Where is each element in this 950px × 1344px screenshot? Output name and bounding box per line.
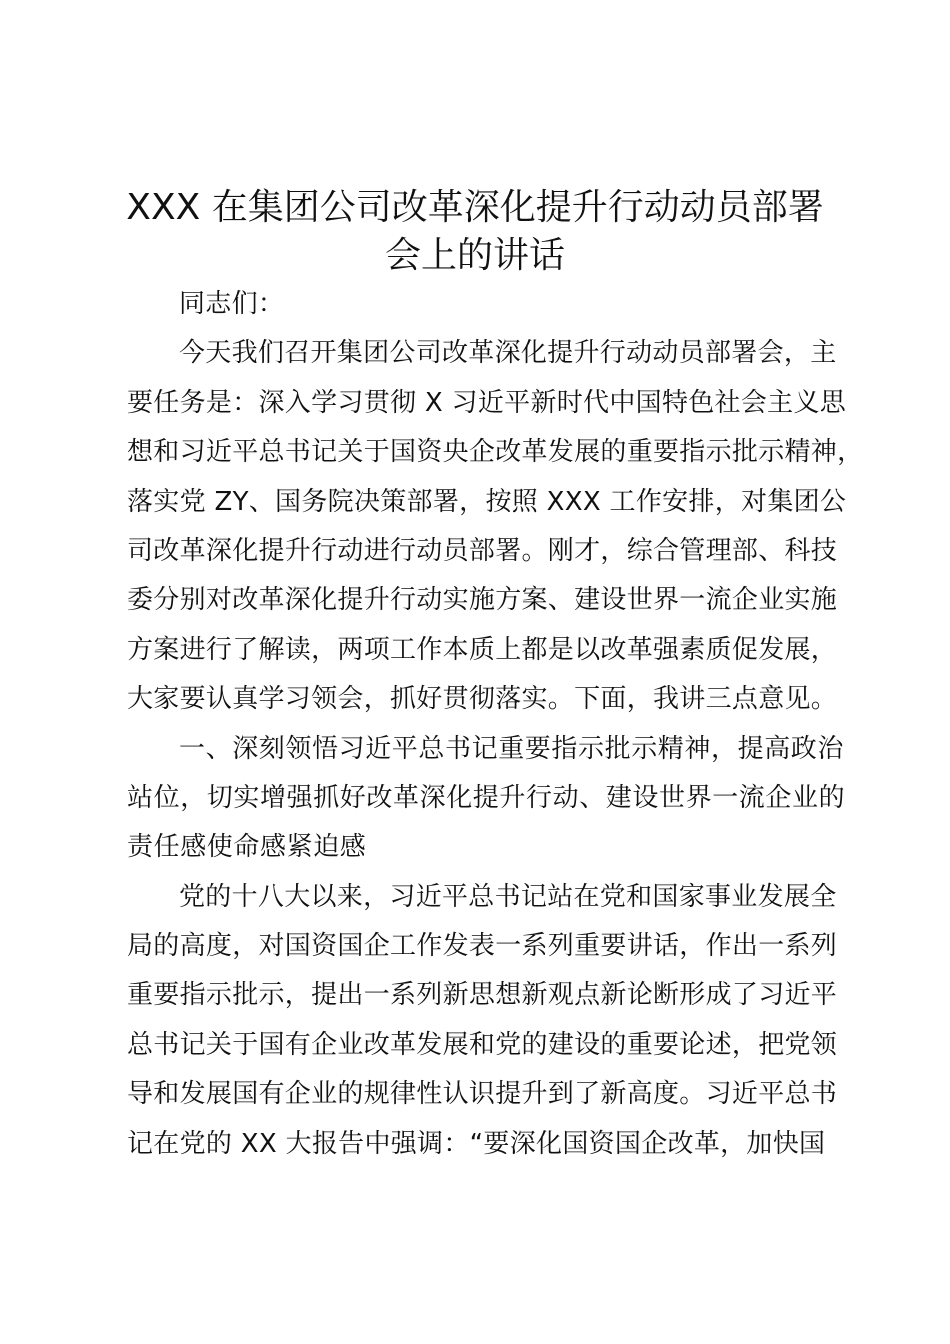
document-body [127,280,864,1169]
paragraph-line: 今天我们召开集团公司改革深化提升行动动员部署会，主 [179,338,837,369]
paragraph-line: 导和发展国有企业的规律性认识提升到了新高度。习近平总书 [127,1079,838,1110]
paragraph-line: 要任务是：深入学习贯彻 X 习近平新时代中国特色社会主义思 [127,387,847,418]
paragraph-line: 委分别对改革深化提升行动实施方案、建设世界一流企业实施 [127,585,838,616]
paragraph-line: 落实党 ZY、国务院决策部署，按照 XXX 工作安排，对集团公 [127,486,847,517]
paragraph-line: 党的十八大以来，习近平总书记站在党和国家事业发展全 [179,881,837,912]
section-heading-line: 责任感使命感紧迫感 [127,832,367,863]
paragraph-line: 大家要认真学习领会，抓好贯彻落实。下面，我讲三点意见。 [127,684,838,715]
paragraph-line: 总书记关于国有企业改革发展和党的建设的重要论述，把党领 [127,1029,838,1060]
section-heading-line: 站位，切实增强抓好改革深化提升行动、建设世界一流企业的 [127,782,846,813]
salutation: 同志们： [179,289,285,319]
paragraph-line: 局的高度，对国资国企工作发表一系列重要讲话，作出一系列 [127,931,838,962]
paragraph-line: 重要指示批示，提出一系列新思想新观点新论断形成了习近平 [127,980,838,1011]
document-title-line-2: 会上的讲话 [384,235,565,276]
document-title-line-1: XXX 在集团公司改革深化提升行动动员部署 [126,187,824,228]
paragraph-line: 记在党的 XX 大报告中强调：“要深化国资国企改革，加快国 [127,1128,826,1159]
section-heading-line: 一、深刻领悟习近平总书记重要指示批示精神，提高政治 [179,733,845,764]
paragraph-line: 司改革深化提升行动进行动员部署。刚才，综合管理部、科技 [127,535,838,566]
paragraph-line: 想和习近平总书记关于国资央企改革发展的重要指示批示精神， [127,437,864,468]
paragraph-line: 方案进行了解读，两项工作本质上都是以改革强素质促发展， [127,634,838,665]
